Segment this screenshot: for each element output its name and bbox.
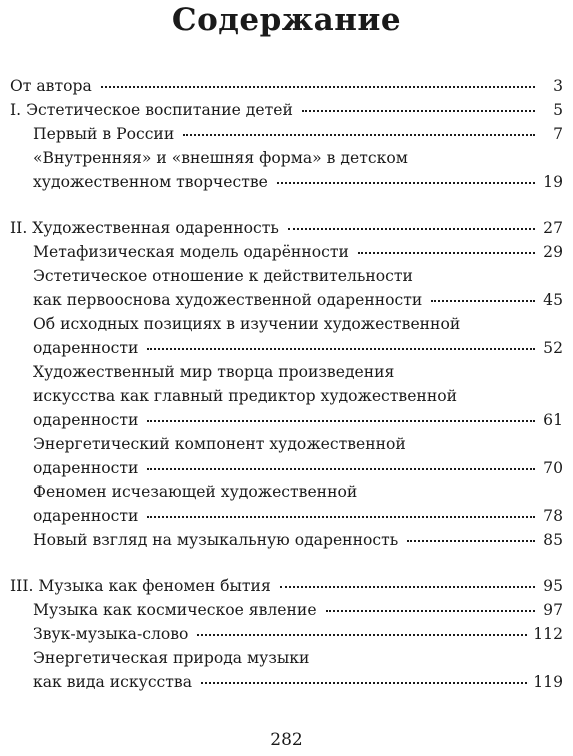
toc-page-number: 5 bbox=[553, 101, 563, 119]
toc-entry-line bbox=[33, 622, 565, 646]
toc-entry-line bbox=[33, 504, 565, 528]
toc-entry-line bbox=[33, 456, 565, 480]
toc-entry-line bbox=[33, 288, 565, 312]
toc-entry-line bbox=[33, 528, 565, 552]
toc-page-number: 70 bbox=[543, 459, 563, 477]
toc-entry-text: искусства как главный предиктор художественной bbox=[33, 387, 457, 405]
toc-page-number: 78 bbox=[543, 507, 563, 525]
dot-leader bbox=[280, 586, 535, 588]
toc-entry-text: как первооснова художественной одаренности bbox=[33, 291, 423, 309]
toc-entry-text: Художественный мир творца произведения bbox=[33, 363, 395, 381]
toc-section-entry bbox=[10, 528, 565, 552]
dot-leader bbox=[147, 348, 535, 350]
toc-entry-text: II. Художественная одаренность bbox=[10, 219, 279, 237]
toc-entry-line bbox=[33, 122, 565, 146]
toc-page-number: 29 bbox=[543, 243, 563, 261]
dot-leader bbox=[358, 252, 535, 254]
toc-section-entry bbox=[10, 312, 565, 360]
toc-section-entry bbox=[10, 240, 565, 264]
dot-leader bbox=[147, 516, 535, 518]
toc-entry-text: Музыка как космическое явление bbox=[33, 601, 317, 619]
toc-chapter-entry bbox=[10, 74, 565, 98]
table-of-contents bbox=[10, 74, 565, 694]
toc-entry-text: III. Музыка как феномен бытия bbox=[10, 577, 271, 595]
toc-entry-line bbox=[10, 98, 565, 122]
dot-leader bbox=[407, 540, 535, 542]
toc-entry-text: одаренности bbox=[33, 339, 139, 357]
toc-page-number: 3 bbox=[553, 77, 563, 95]
page-title: Содержание bbox=[171, 2, 402, 38]
toc-page-number: 27 bbox=[543, 219, 563, 237]
page-number: 282 bbox=[270, 730, 303, 750]
toc-entry-line bbox=[33, 408, 565, 432]
toc-entry-text: От автора bbox=[10, 77, 92, 95]
toc-entry-text: Об исходных позициях в изучении художественной bbox=[33, 315, 461, 333]
toc-entry-text: I. Эстетическое воспитание детей bbox=[10, 101, 293, 119]
toc-section-entry bbox=[10, 646, 565, 694]
toc-page-number: 7 bbox=[553, 125, 563, 143]
toc-entry-line bbox=[10, 574, 565, 598]
toc-entry-text: Метафизическая модель одарённости bbox=[33, 243, 349, 261]
toc-entry-line bbox=[33, 598, 565, 622]
toc-entry-line bbox=[10, 216, 565, 240]
toc-entry-line bbox=[33, 670, 565, 694]
toc-entry-text: Феномен исчезающей художественной bbox=[33, 483, 358, 501]
toc-chapter-entry bbox=[10, 574, 565, 598]
dot-leader bbox=[101, 86, 535, 88]
toc-page-number: 45 bbox=[543, 291, 563, 309]
dot-leader bbox=[431, 300, 535, 302]
toc-entry-text: одаренности bbox=[33, 459, 139, 477]
dot-leader bbox=[277, 182, 535, 184]
toc-entry-text: Энергетический компонент художественной bbox=[33, 435, 406, 453]
toc-section-entry bbox=[10, 122, 565, 146]
toc-page-number: 19 bbox=[543, 173, 563, 191]
toc-chapter-entry bbox=[10, 98, 565, 122]
toc-entry-text: «Внутренняя» и «внешняя форма» в детском bbox=[33, 149, 408, 167]
dot-leader bbox=[326, 610, 535, 612]
toc-page-number: 95 bbox=[543, 577, 563, 595]
dot-leader bbox=[147, 420, 535, 422]
toc-entry-line bbox=[33, 240, 565, 264]
toc-entry-text: одаренности bbox=[33, 411, 139, 429]
toc-entry-text: как вида искусства bbox=[33, 673, 192, 691]
toc-page-number: 85 bbox=[543, 531, 563, 549]
toc-section-entry bbox=[10, 360, 565, 432]
dot-leader bbox=[197, 634, 527, 636]
toc-entry-text: Эстетическое отношение к действительности bbox=[33, 267, 413, 285]
toc-entry-text: Звук-музыка-слово bbox=[33, 625, 189, 643]
toc-section-entry bbox=[10, 622, 565, 646]
toc-section-entry bbox=[10, 480, 565, 528]
toc-entry-text: Новый взгляд на музыкальную одаренность bbox=[33, 531, 399, 549]
toc-section-entry bbox=[10, 146, 565, 194]
dot-leader bbox=[147, 468, 535, 470]
dot-leader bbox=[302, 110, 535, 112]
toc-section-entry bbox=[10, 264, 565, 312]
toc-section-entry bbox=[10, 598, 565, 622]
dot-leader bbox=[288, 228, 535, 230]
toc-entry-line bbox=[33, 170, 565, 194]
toc-section-entry bbox=[10, 432, 565, 480]
toc-page-number: 52 bbox=[543, 339, 563, 357]
toc-entry-text: Первый в России bbox=[33, 125, 175, 143]
dot-leader bbox=[183, 134, 535, 136]
dot-leader bbox=[201, 682, 527, 684]
toc-entry-line bbox=[33, 336, 565, 360]
toc-page-number: 119 bbox=[533, 673, 563, 691]
toc-entry-line bbox=[10, 74, 565, 98]
toc-entry-text: художественном творчестве bbox=[33, 173, 268, 191]
toc-page-number: 61 bbox=[543, 411, 563, 429]
toc-entry-text: Энергетическая природа музыки bbox=[33, 649, 310, 667]
toc-chapter-entry bbox=[10, 216, 565, 240]
toc-page-number: 112 bbox=[533, 625, 563, 643]
toc-entry-text: одаренности bbox=[33, 507, 139, 525]
toc-page-number: 97 bbox=[543, 601, 563, 619]
